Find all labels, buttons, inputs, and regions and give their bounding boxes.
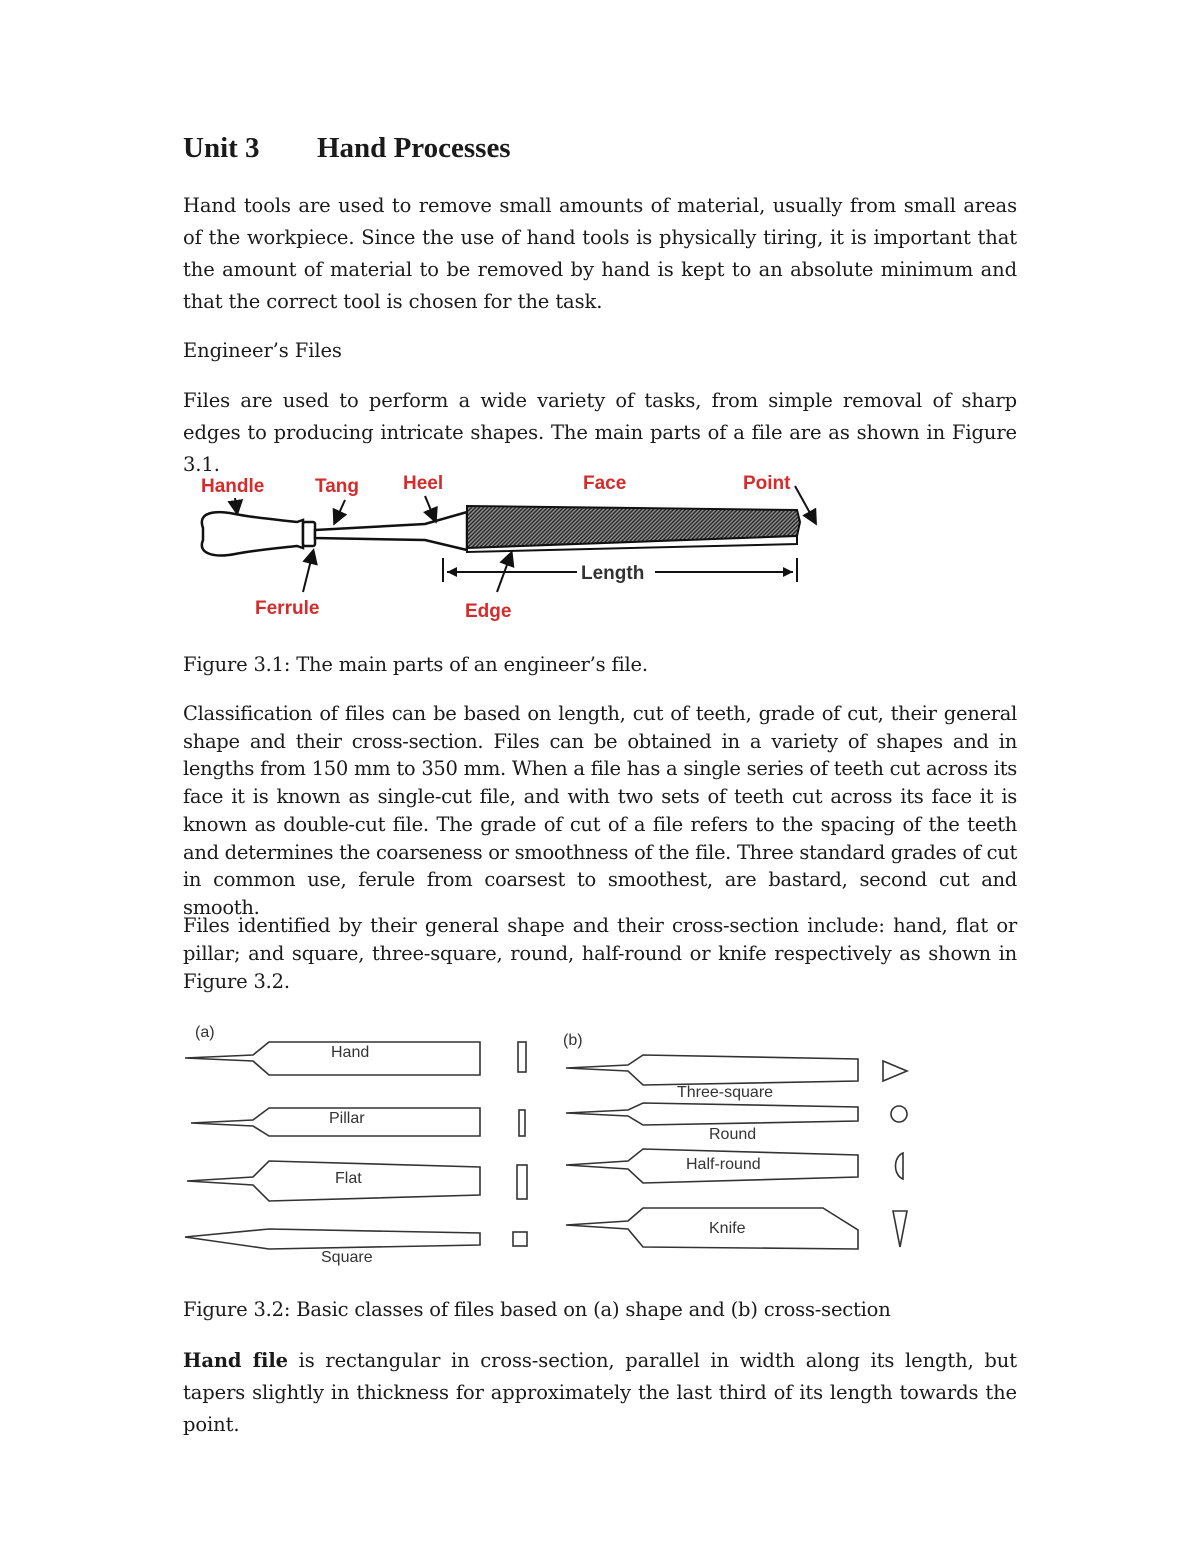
hand-file-term: Hand file <box>183 1349 288 1372</box>
hand-file-paragraph <box>183 1345 1017 1441</box>
label-face: Face <box>583 473 627 494</box>
three-square-file-shape <box>566 1055 858 1085</box>
half-round-cross-section <box>896 1153 904 1179</box>
classification-paragraph: Classification of files can be based on length, cut of teeth, grade of cut, their general shape and their cross-section. Files can be obtained in a variety of shapes and in lengths from 150 mm to 350 mm. When a file has a single series of teeth cut across its face it is known as single-cut file, and with two sets of teeth cut across its face it is known as double-cut file. The grade of cut of a file refers to the spacing of the teeth and determines the coarseness or smoothness of the file. Three standard grades of cut in common use, ferule from coarsest to smoothest, are bastard, second cut and smooth. <box>183 702 1018 919</box>
label-heel: Heel <box>403 473 444 494</box>
label-flat-file: Flat <box>335 1170 362 1187</box>
three-square-cross-section <box>883 1061 907 1081</box>
label-knife-file: Knife <box>709 1220 746 1237</box>
pillar-cross-section <box>519 1110 525 1136</box>
figure-file-parts <box>185 462 845 632</box>
section-subheading: Engineer’s Files <box>183 339 342 362</box>
label-pillar-file: Pillar <box>329 1110 365 1127</box>
unit-heading <box>183 132 511 165</box>
hand-cross-section <box>518 1042 526 1072</box>
figure-1-caption: Figure 3.1: The main parts of an engineer’s file. <box>183 653 648 676</box>
files-intro-paragraph: Files are used to perform a wide variety of tasks, from simple removal of sharp edges to producing intricate shapes. The main parts of a file are as shown in Figure 3.1. <box>183 389 1017 476</box>
square-cross-section <box>513 1232 527 1246</box>
label-three-square-file: Three-square <box>677 1084 774 1101</box>
label-square-file: Square <box>321 1249 373 1266</box>
figure-2-caption: Figure 3.2: Basic classes of files based on (a) shape and (b) cross-section <box>183 1298 891 1321</box>
label-hand-file: Hand <box>331 1044 370 1061</box>
flat-file-shape <box>187 1161 480 1201</box>
unit-number: Unit 3 <box>183 132 260 164</box>
label-length: Length <box>581 563 645 584</box>
panel-b-label: (b) <box>563 1032 583 1049</box>
square-file-shape <box>185 1229 480 1249</box>
unit-title: Hand Processes <box>317 132 511 164</box>
label-point: Point <box>743 473 791 494</box>
panel-a-label: (a) <box>195 1024 215 1041</box>
flat-cross-section <box>517 1165 527 1199</box>
file-classes-diagram <box>183 1015 923 1275</box>
shapes-paragraph: Files identified by their general shape and their cross-section include: hand, flat or pillar; and square, three-square, round, half-round or knife respectively as shown in Figure 3.2. <box>183 914 1017 993</box>
intro-paragraph: Hand tools are used to remove small amounts of material, usually from small areas of the workpiece. Since the use of hand tools is physically tiring, it is important that the amount of material to be removed by hand is kept to an absolute minimum and that the correct tool is chosen for the task. <box>183 194 1017 313</box>
label-edge: Edge <box>465 601 512 622</box>
label-tang: Tang <box>315 476 359 497</box>
label-ferrule: Ferrule <box>255 598 320 619</box>
file-parts-diagram <box>185 462 845 632</box>
round-cross-section <box>891 1106 907 1122</box>
ferrule-shape <box>303 522 315 546</box>
label-half-round-file: Half-round <box>686 1156 761 1173</box>
label-handle: Handle <box>201 476 265 497</box>
handle-shape <box>202 512 303 555</box>
knife-cross-section <box>893 1211 907 1247</box>
label-round-file: Round <box>709 1126 757 1143</box>
figure-file-classes <box>183 1015 923 1275</box>
round-file-shape <box>566 1103 858 1125</box>
hand-file-description: is rectangular in cross-section, parallel in width along its length, but tapers slightly in thickness for approximately the last third of its length towards the point. <box>183 1349 1017 1436</box>
